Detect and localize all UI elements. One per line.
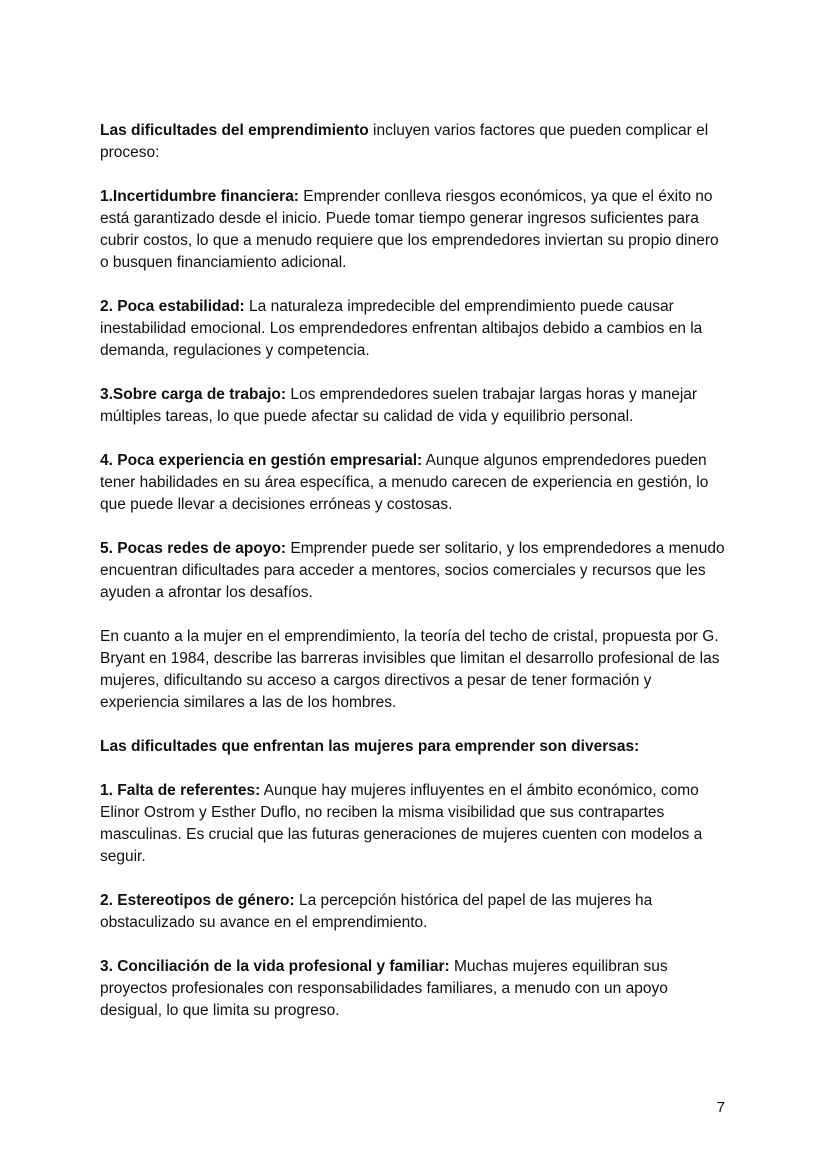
paragraph-estereotipos — [100, 890, 725, 934]
paragraph-poca-experiencia — [100, 450, 725, 516]
paragraph-heading: 2. Estereotipos de género: — [100, 892, 295, 909]
paragraph-pocas-redes — [100, 538, 725, 604]
paragraph-text: La naturaleza impredecible del emprendimiento puede causar inestabilidad emocional. Los emprendedores enfrentan altibajos debido a cambios en la demanda, regulaciones y competencia. — [100, 298, 703, 359]
paragraph-heading: 4. Poca experiencia en gestión empresarial: — [100, 452, 423, 469]
paragraph-techo-de-cristal — [100, 626, 725, 714]
paragraph-text: Emprender conlleva riesgos económicos, ya que el éxito no está garantizado desde el inicio. Puede tomar tiempo generar ingresos suficientes para cubrir costos, lo que a menudo requiere que los emprendedores inviertan su propio dinero o busquen financiamiento adicional. — [100, 188, 719, 271]
paragraph-text: Los emprendedores suelen trabajar largas horas y manejar múltiples tareas, lo que puede afectar su calidad de vida y equilibrio personal. — [100, 386, 698, 425]
page-number: 7 — [716, 1099, 725, 1116]
paragraph-text: Muchas mujeres equilibran sus proyectos profesionales con responsabilidades familiares, a menudo con un apoyo desigual, lo que limita su progreso. — [100, 958, 668, 1019]
paragraph-dificultades-mujeres — [100, 736, 725, 758]
paragraph-heading: 1. Falta de referentes: — [100, 782, 261, 799]
paragraph-heading: Las dificultades que enfrentan las mujeres para emprender son diversas: — [100, 738, 640, 755]
paragraph-heading: 2. Poca estabilidad: — [100, 298, 245, 315]
paragraph-text: Aunque hay mujeres influyentes en el ámbito económico, como Elinor Ostrom y Esther Duflo, no reciben la misma visibilidad que sus contrapartes masculinas. Es crucial que las futuras generaciones de mujeres cuenten con modelos a seguir. — [100, 782, 703, 865]
paragraph-intro — [100, 120, 725, 164]
paragraph-poca-estabilidad — [100, 296, 725, 362]
paragraph-text: Emprender puede ser solitario, y los emprendedores a menudo encuentran dificultades para acceder a mentores, socios comerciales y recursos que les ayuden a afrontar los desafíos. — [100, 540, 725, 601]
paragraph-text: Aunque algunos emprendedores pueden tener habilidades en su área específica, a menudo carecen de experiencia en gestión, lo que puede llevar a decisiones erróneas y costosas. — [100, 452, 709, 513]
paragraph-heading: 3. Conciliación de la vida profesional y familiar: — [100, 958, 450, 975]
paragraph-text: incluyen varios factores que pueden complicar el proceso: — [100, 122, 709, 161]
paragraph-conciliacion — [100, 956, 725, 1022]
paragraph-heading: 5. Pocas redes de apoyo: — [100, 540, 287, 557]
paragraph-heading: 3.Sobre carga de trabajo: — [100, 386, 287, 403]
paragraph-heading: 1.Incertidumbre financiera: — [100, 188, 299, 205]
paragraph-sobre-carga — [100, 384, 725, 428]
paragraph-incertidumbre-financiera — [100, 186, 725, 274]
paragraph-heading: Las dificultades del emprendimiento — [100, 122, 369, 139]
paragraph-falta-referentes — [100, 780, 725, 868]
paragraph-text: En cuanto a la mujer en el emprendimiento, la teoría del techo de cristal, propuesta por G. Bryant en 1984, describe las barreras invisibles que limitan el desarrollo profesional de las mujeres, dificultando su acceso a cargos directivos a pesar de tener formación y experiencia similares a las de los hombres. — [100, 628, 720, 711]
document-body — [100, 120, 725, 1044]
paragraph-text: La percepción histórica del papel de las mujeres ha obstaculizado su avance en el emprendimiento. — [100, 892, 653, 931]
